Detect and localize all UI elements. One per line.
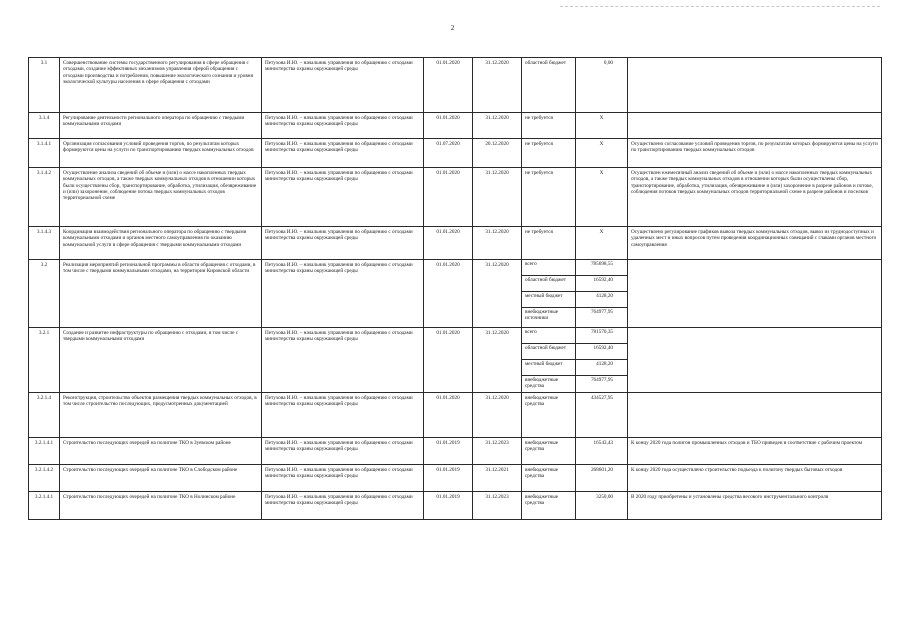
row-number-cell: 3.2.1.4 xyxy=(29,392,60,437)
responsible-cell: Петухова И.Ю. – начальник управления по обращению с отходами министерства охраны окружающей среды xyxy=(262,491,424,519)
table-row xyxy=(29,491,882,519)
responsible-cell: Петухова И.Ю. – начальник управления по обращению с отходами министерства охраны окружающей среды xyxy=(262,328,424,393)
table-row xyxy=(29,113,882,139)
end-date-cell: 31.12.2021 xyxy=(473,464,522,491)
table-row xyxy=(29,168,882,227)
start-date-cell: 01.01.2019 xyxy=(424,437,473,464)
expected-result-cell xyxy=(628,392,882,437)
funding-source-item: всего xyxy=(522,260,575,276)
expected-result-cell: В 2020 году приобретены и установлены средства весового инструментального контроля xyxy=(628,491,882,519)
funding-source-cell: областной бюджет xyxy=(522,58,576,113)
amount-item: 4128,20 xyxy=(576,360,627,376)
expected-result-cell: К концу 2020 года полигон промышленных отходов и ТБО приведен в соответствие с рабочим проектом xyxy=(628,437,882,464)
row-number-cell: 3.2.1.4.1 xyxy=(29,491,60,519)
funding-source-cell: внебюджетные средства xyxy=(522,437,576,464)
table-row xyxy=(29,227,882,260)
responsible-cell: Петухова И.Ю. – начальник управления по обращению с отходами министерства охраны окружающей среды xyxy=(262,392,424,437)
start-date-cell: 01.01.2020 xyxy=(424,227,473,260)
end-date-cell: 31.12.2023 xyxy=(473,491,522,519)
end-date-cell: 31.12.2020 xyxy=(473,58,522,113)
amount-cell: 0,00 xyxy=(576,58,628,113)
measure-name-cell: Совершенствование системы государственного регулирования в сфере обращения с отходами, создание эффективных механизмов управления сферой обращения с отходами производства и потребления, повышение экологического сознания и уровня экологической культуры населения в сфере обращения с отходами xyxy=(60,58,262,113)
table-row xyxy=(29,437,882,464)
funding-source-cell xyxy=(522,328,576,393)
expected-result-cell: К концу 2020 года осуществлено строительство подъезда к полигону твердых бытовых отходов xyxy=(628,464,882,491)
measure-name-cell: Создание и развитие инфраструктуры по обращению с отходами, в том числе с твердыми коммунальными отходами xyxy=(60,328,262,393)
amount-cell: 16543,43 xyxy=(576,437,628,464)
expected-result-cell xyxy=(628,58,882,113)
table-row xyxy=(29,58,882,113)
end-date-cell: 31.12.2023 xyxy=(473,437,522,464)
expected-result-cell xyxy=(628,260,882,328)
start-date-cell: 01.01.2019 xyxy=(424,491,473,519)
amount-cell xyxy=(576,328,628,393)
amount-item: 781570,35 xyxy=(576,328,627,344)
amount-item: 785698,55 xyxy=(576,260,627,276)
responsible-cell: Петухова И.Ю. – начальник управления по обращению с отходами министерства охраны окружающей среды xyxy=(262,464,424,491)
table-row xyxy=(29,464,882,491)
measure-name-cell: Реконструкция, строительство объектов размещения твердых коммунальных отходов, в том числе строительство последующих, предусмотренных документацией xyxy=(60,392,262,437)
end-date-cell: 31.12.2020 xyxy=(473,392,522,437)
start-date-cell: 01.01.2020 xyxy=(424,260,473,328)
table-row xyxy=(29,328,882,393)
start-date-cell: 01.01.2020 xyxy=(424,58,473,113)
responsible-cell: Петухова И.Ю. – начальник управления по обращению с отходами министерства охраны окружающей среды xyxy=(262,113,424,139)
scan-top-line xyxy=(560,6,880,7)
funding-source-cell xyxy=(522,260,576,328)
end-date-cell: 31.12.2020 xyxy=(473,227,522,260)
funding-source-item: областной бюджет xyxy=(522,276,575,292)
page-number: 2 xyxy=(450,24,455,32)
responsible-cell: Петухова И.Ю. – начальник управления по обращению с отходами министерства охраны окружающей среды xyxy=(262,139,424,168)
amount-item: 4128,20 xyxy=(576,292,627,308)
row-number-cell: 3.2.1.4.1 xyxy=(29,437,60,464)
start-date-cell: 01.01.2020 xyxy=(424,113,473,139)
funding-source-item: областной бюджет xyxy=(522,344,575,360)
amount-item: 764977,95 xyxy=(590,377,613,383)
end-date-cell: 31.12.2020 xyxy=(473,168,522,227)
start-date-cell: 01.01.2020 xyxy=(424,392,473,437)
amount-item: 16592,40 xyxy=(576,344,627,360)
row-number-cell: 3.1.4 xyxy=(29,113,60,139)
measure-name-cell: Осуществление анализа сведений об объеме и (или) о массе накопленных твердых коммунальных отходов, а также твердых коммунальных отходов в отношении которых были осуществлены сбор, транспортирование, обработка, утилизация, обезвреживание и (или) захоронение, соблюдение потока твердых коммунальных отходов территориальной схеме xyxy=(60,168,262,227)
amount-cell: Х xyxy=(576,139,628,168)
end-date-cell: 31.12.2020 xyxy=(473,260,522,328)
end-date-cell: 31.12.2020 xyxy=(473,113,522,139)
amount-cell: Х xyxy=(576,113,628,139)
funding-source-cell: внебюджетные средства xyxy=(522,491,576,519)
table-row xyxy=(29,260,882,328)
funding-source-cell: не требуется xyxy=(522,113,576,139)
amount-cell: Х xyxy=(576,168,628,227)
expected-result-cell xyxy=(628,113,882,139)
measure-name-cell: Строительство последующих очередей на полигоне ТКО в Слободском районе xyxy=(60,464,262,491)
amount-cell: 3250,00 xyxy=(576,491,628,519)
responsible-cell: Петухова И.Ю. – начальник управления по обращению с отходами министерства охраны окружающей среды xyxy=(262,58,424,113)
responsible-cell: Петухова И.Ю. – начальник управления по обращению с отходами министерства охраны окружающей среды xyxy=(262,227,424,260)
funding-source-cell: внебюджетные средства xyxy=(522,392,576,437)
amount-cell: Х xyxy=(576,227,628,260)
end-date-cell: 20.12.2020 xyxy=(473,139,522,168)
expected-result-cell: Осуществлен ежемесячный анализ сведений об объеме и (или) о массе накопленных твердых коммунальных отходов, а также твердых коммунальных отходов в отношении которых были осуществлены сбор, транспортирование, обработка, утилизация, обезвреживание и (или) захоронение в разрезе районов и потоке, соблюдения потоков твердых коммунальных отходов территориальной схеме в разрезе районов и поселков xyxy=(628,168,882,227)
funding-source-item: внебюджетные средства xyxy=(525,377,559,390)
expected-result-cell xyxy=(628,328,882,393)
responsible-cell: Петухова И.Ю. – начальник управления по обращению с отходами министерства охраны окружающей среды xyxy=(262,168,424,227)
expected-result-cell: Осуществлено согласование условий проведения торгов, по результатам которых формируются цены на услуги по транспортированию твердых коммунальных отходов xyxy=(628,139,882,168)
plan-table xyxy=(28,57,882,520)
measure-name-cell: Реализация мероприятий региональной программы в области обращения с отходами, в том числе с твердыми коммунальными отходами, на территории Кировской области xyxy=(60,260,262,328)
start-date-cell: 01.07.2020 xyxy=(424,139,473,168)
end-date-cell: 31.12.2020 xyxy=(473,328,522,393)
amount-item: 764977,95 xyxy=(590,309,613,315)
responsible-cell: Петухова И.Ю. – начальник управления по обращению с отходами министерства охраны окружающей среды xyxy=(262,437,424,464)
funding-source-cell: внебюджетные средства xyxy=(522,464,576,491)
measure-name-cell: Регулирование деятельности регионального оператора по обращению с твердыми коммунальными отходами xyxy=(60,113,262,139)
table-row xyxy=(29,139,882,168)
amount-cell: 434527,95 xyxy=(576,392,628,437)
funding-source-item: всего xyxy=(522,328,575,344)
funding-source-item: местный бюджет xyxy=(522,292,575,308)
measure-name-cell: Координация взаимодействия регионального оператора по обращению с твердыми коммунальными отходами и органов местного самоуправления по оказанию коммунальной услуги в сфере обращения с твердыми коммунальными отходами xyxy=(60,227,262,260)
row-number-cell: 3.2 xyxy=(29,260,60,328)
amount-cell xyxy=(576,260,628,328)
start-date-cell: 01.01.2019 xyxy=(424,464,473,491)
funding-source-cell: не требуется xyxy=(522,227,576,260)
table-row xyxy=(29,392,882,437)
funding-source-item: местный бюджет xyxy=(522,360,575,376)
row-number-cell: 3.1 xyxy=(29,58,60,113)
row-number-cell: 3.1.4.3 xyxy=(29,227,60,260)
row-number-cell: 3.2.1.4.2 xyxy=(29,464,60,491)
amount-cell: 268601,20 xyxy=(576,464,628,491)
measure-name-cell: Строительство последующих очередей на полигоне ТКО в Нолинском районе xyxy=(60,491,262,519)
row-number-cell: 3.1.4.1 xyxy=(29,139,60,168)
row-number-cell: 3.1.4.2 xyxy=(29,168,60,227)
start-date-cell: 01.01.2020 xyxy=(424,168,473,227)
funding-source-cell: не требуется xyxy=(522,139,576,168)
expected-result-cell: Осуществлено регулирование графиков вывоза твердых коммунальных отходов, вывоз из труднодоступных и удаленных мест и иных вопросов путем проведения координационных совещаний с главами органов местного самоуправления xyxy=(628,227,882,260)
responsible-cell: Петухова И.Ю. – начальник управления по обращению с отходами министерства охраны окружающей среды xyxy=(262,260,424,328)
start-date-cell: 01.01.2020 xyxy=(424,328,473,393)
row-number-cell: 3.2.1 xyxy=(29,328,60,393)
funding-source-item: внебюджетные источники xyxy=(525,309,559,322)
measure-name-cell: Строительство последующих очередей на полигоне ТКО в Зуевском районе xyxy=(60,437,262,464)
measure-name-cell: Организация согласования условий проведения торгов, по результатам которых формируются цены на услуги по транспортированию твердых коммунальных отходов xyxy=(60,139,262,168)
amount-item: 16592,40 xyxy=(576,276,627,292)
funding-source-cell: не требуется xyxy=(522,168,576,227)
